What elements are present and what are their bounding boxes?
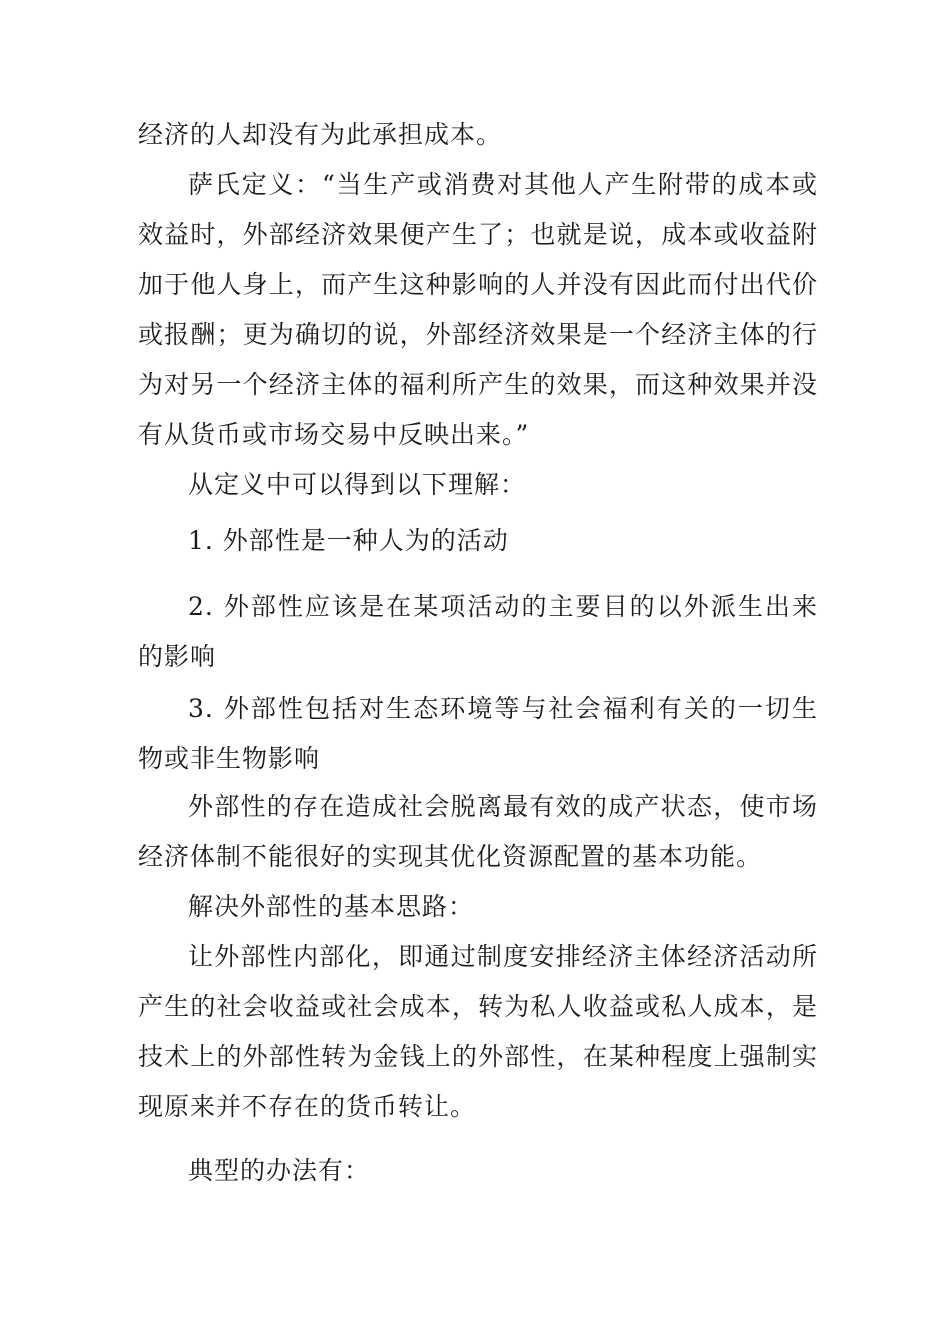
- list-item-3: 3. 外部性包括对生态环境等与社会福利有关的一切生物或非生物影响: [138, 694, 818, 773]
- paragraph-continuation: 经济的人却没有为此承担成本。: [138, 120, 503, 149]
- list-item-2: 2. 外部性应该是在某项活动的主要目的以外派生出来的影响: [138, 592, 818, 671]
- paragraph-understanding-intro: 从定义中可以得到以下理解：: [188, 470, 527, 499]
- paragraph-samuelson-definition: 萨氏定义：“当生产或消费对其他人产生附带的成本或效益时，外部经济效果便产生了；也就是说，成本或收益附加于他人身上，而产生这种影响的人并没有因此而付出代价或报酬；更为确切的说，外部经济效果是一个经济主体的行为对另一个经济主体的福利所产生的效果，而这种效果并没有从货币或市场交易中反映出来。”: [138, 170, 818, 449]
- paragraph-internalization: 让外部性内部化，即通过制度安排经济主体经济活动所产生的社会收益或社会成本，转为私人收益或私人成本，是技术上的外部性转为金钱上的外部性，在某种程度上强制实现原来并不存在的货币转让。: [138, 942, 818, 1121]
- paragraph-typical-methods: 典型的办法有：: [188, 1156, 371, 1185]
- paragraph-effect: 外部性的存在造成社会脱离最有效的成产状态，使市场经济体制不能很好的实现其优化资源配置的基本功能。: [138, 792, 818, 871]
- list-item-1: 1. 外部性是一种人为的活动: [188, 526, 509, 555]
- paragraph-solution-heading: 解决外部性的基本思路：: [188, 892, 475, 921]
